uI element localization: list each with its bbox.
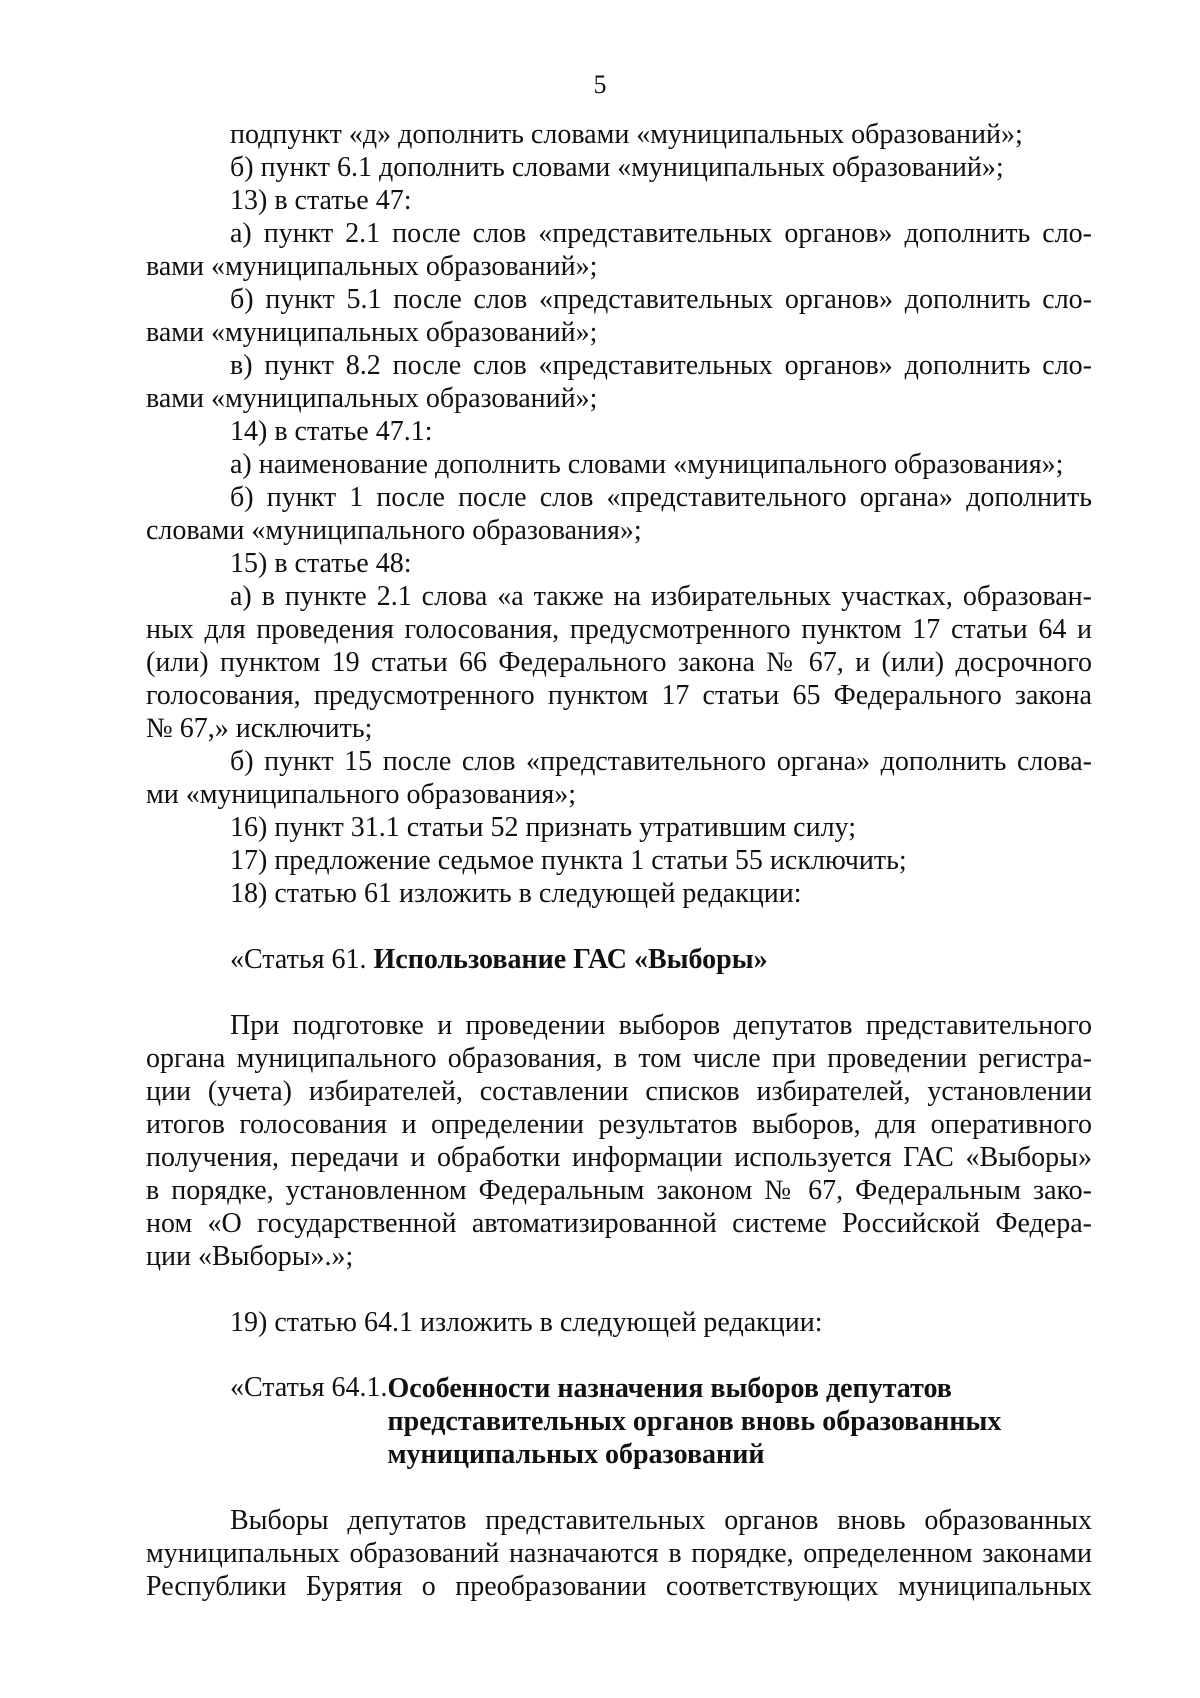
paragraph-item-18	[146, 877, 1092, 910]
paragraph-article-47	[146, 184, 1092, 217]
text-line: ми «муниципального образования»;	[146, 779, 577, 810]
text-line: вами «муниципальных образований»;	[146, 251, 598, 282]
article-title: Использование ГАС «Выборы»	[373, 944, 768, 975]
text-line: 17) предложение седьмое пункта 1 статьи 55 исключить;	[230, 845, 907, 876]
text-line: а) наименование дополнить словами «муниципального образования»;	[230, 449, 1064, 480]
paragraph-item-6-1	[146, 151, 1092, 184]
text-line: Выборы депутатов представительных органов вновь образованных	[230, 1505, 1092, 1536]
document-body	[146, 118, 1092, 1603]
text-line: в порядке, установленном Федеральным законом № 67, Федеральным зако-	[146, 1175, 1092, 1206]
paragraph-article-48	[146, 547, 1092, 580]
article-prefix: «Статья 64.1.	[230, 1372, 388, 1403]
text-line: подпункт «д» дополнить словами «муниципальных образований»;	[230, 119, 1023, 150]
paragraph-47-b	[146, 283, 1092, 349]
paragraph-47-v	[146, 349, 1092, 415]
paragraph-article-47-1	[146, 415, 1092, 448]
text-line: 15) в статье 48:	[230, 548, 412, 579]
spacer	[146, 1471, 1092, 1504]
text-line: 14) в статье 47.1:	[230, 416, 433, 447]
article-64-1-body	[146, 1504, 1092, 1603]
text-line: б) пункт 1 после после слов «представительного органа» дополнить	[230, 482, 1092, 513]
spacer	[146, 1273, 1092, 1306]
text-line: органа муниципального образования, в том числе при проведении регистра-	[146, 1043, 1092, 1074]
spacer	[146, 910, 1092, 943]
text-line: б) пункт 6.1 дополнить словами «муниципальных образований»;	[230, 152, 1004, 183]
text-line: б) пункт 15 после слов «представительного органа» дополнить слова-	[230, 746, 1092, 777]
paragraph-item-17	[146, 844, 1092, 877]
article-61-body	[146, 1009, 1092, 1273]
article-61-heading	[146, 943, 1092, 976]
text-line: Республики Бурятия о преобразовании соответствующих муниципальных	[146, 1571, 1092, 1602]
paragraph-item-19	[146, 1306, 1092, 1339]
text-line: ном «О государственной автоматизированной системе Российской Федера-	[146, 1208, 1092, 1239]
text-line: в) пункт 8.2 после слов «представительных органов» дополнить сло-	[230, 350, 1092, 381]
text-line: итогов голосования и определении результатов выборов, для оперативного	[146, 1109, 1092, 1140]
text-line: 13) в статье 47:	[230, 185, 412, 216]
text-line: голосования, предусмотренного пунктом 17 статьи 65 Федерального закона	[146, 680, 1092, 711]
text-line: вами «муниципальных образований»;	[146, 383, 598, 414]
paragraph-48-a	[146, 580, 1092, 745]
paragraph-47-1-b	[146, 481, 1092, 547]
text-line: 19) статью 64.1 изложить в следующей редакции:	[230, 1307, 823, 1338]
text-line: 16) пункт 31.1 статьи 52 признать утратившим силу;	[230, 812, 856, 843]
text-line: ции «Выборы».»;	[146, 1241, 354, 1272]
text-line: 18) статью 61 изложить в следующей редакции:	[230, 878, 802, 909]
paragraph-47-1-a	[146, 448, 1092, 481]
text-line: а) пункт 2.1 после слов «представительных органов» дополнить сло-	[230, 218, 1092, 249]
text-line: б) пункт 5.1 после слов «представительных органов» дополнить сло-	[230, 284, 1092, 315]
spacer	[146, 976, 1092, 1009]
paragraph-subitem-d	[146, 118, 1092, 151]
spacer	[146, 1339, 1092, 1372]
title-line: Особенности назначения выборов депутатов	[387, 1373, 952, 1404]
page-number: 5	[593, 70, 607, 99]
title-line: муниципальных образований	[387, 1439, 765, 1470]
text-line: ции (учета) избирателей, составлении списков избирателей, установлении	[146, 1076, 1092, 1107]
text-line: (или) пунктом 19 статьи 66 Федерального закона № 67, и (или) досрочного	[146, 647, 1092, 678]
paragraph-item-16	[146, 811, 1092, 844]
text-line: № 67,» исключить;	[146, 713, 373, 744]
text-line: вами «муниципальных образований»;	[146, 317, 598, 348]
paragraph-47-a	[146, 217, 1092, 283]
text-line: а) в пункте 2.1 слова «а также на избирательных участках, образован-	[230, 581, 1092, 612]
text-line: ных для проведения голосования, предусмотренного пунктом 17 статьи 64 и	[146, 614, 1092, 645]
text-line: словами «муниципального образования»;	[146, 515, 642, 546]
text-line: получения, передачи и обработки информации используется ГАС «Выборы»	[146, 1142, 1092, 1173]
text-line: При подготовке и проведении выборов депутатов представительного	[230, 1010, 1092, 1041]
article-title	[387, 1372, 1001, 1471]
text-line: муниципальных образований назначаются в порядке, определенном законами	[146, 1538, 1092, 1569]
paragraph-48-b	[146, 745, 1092, 811]
article-64-1-heading	[146, 1372, 1092, 1471]
article-prefix: «Статья 61.	[230, 944, 374, 975]
title-line: представительных органов вновь образованных	[387, 1406, 1002, 1437]
